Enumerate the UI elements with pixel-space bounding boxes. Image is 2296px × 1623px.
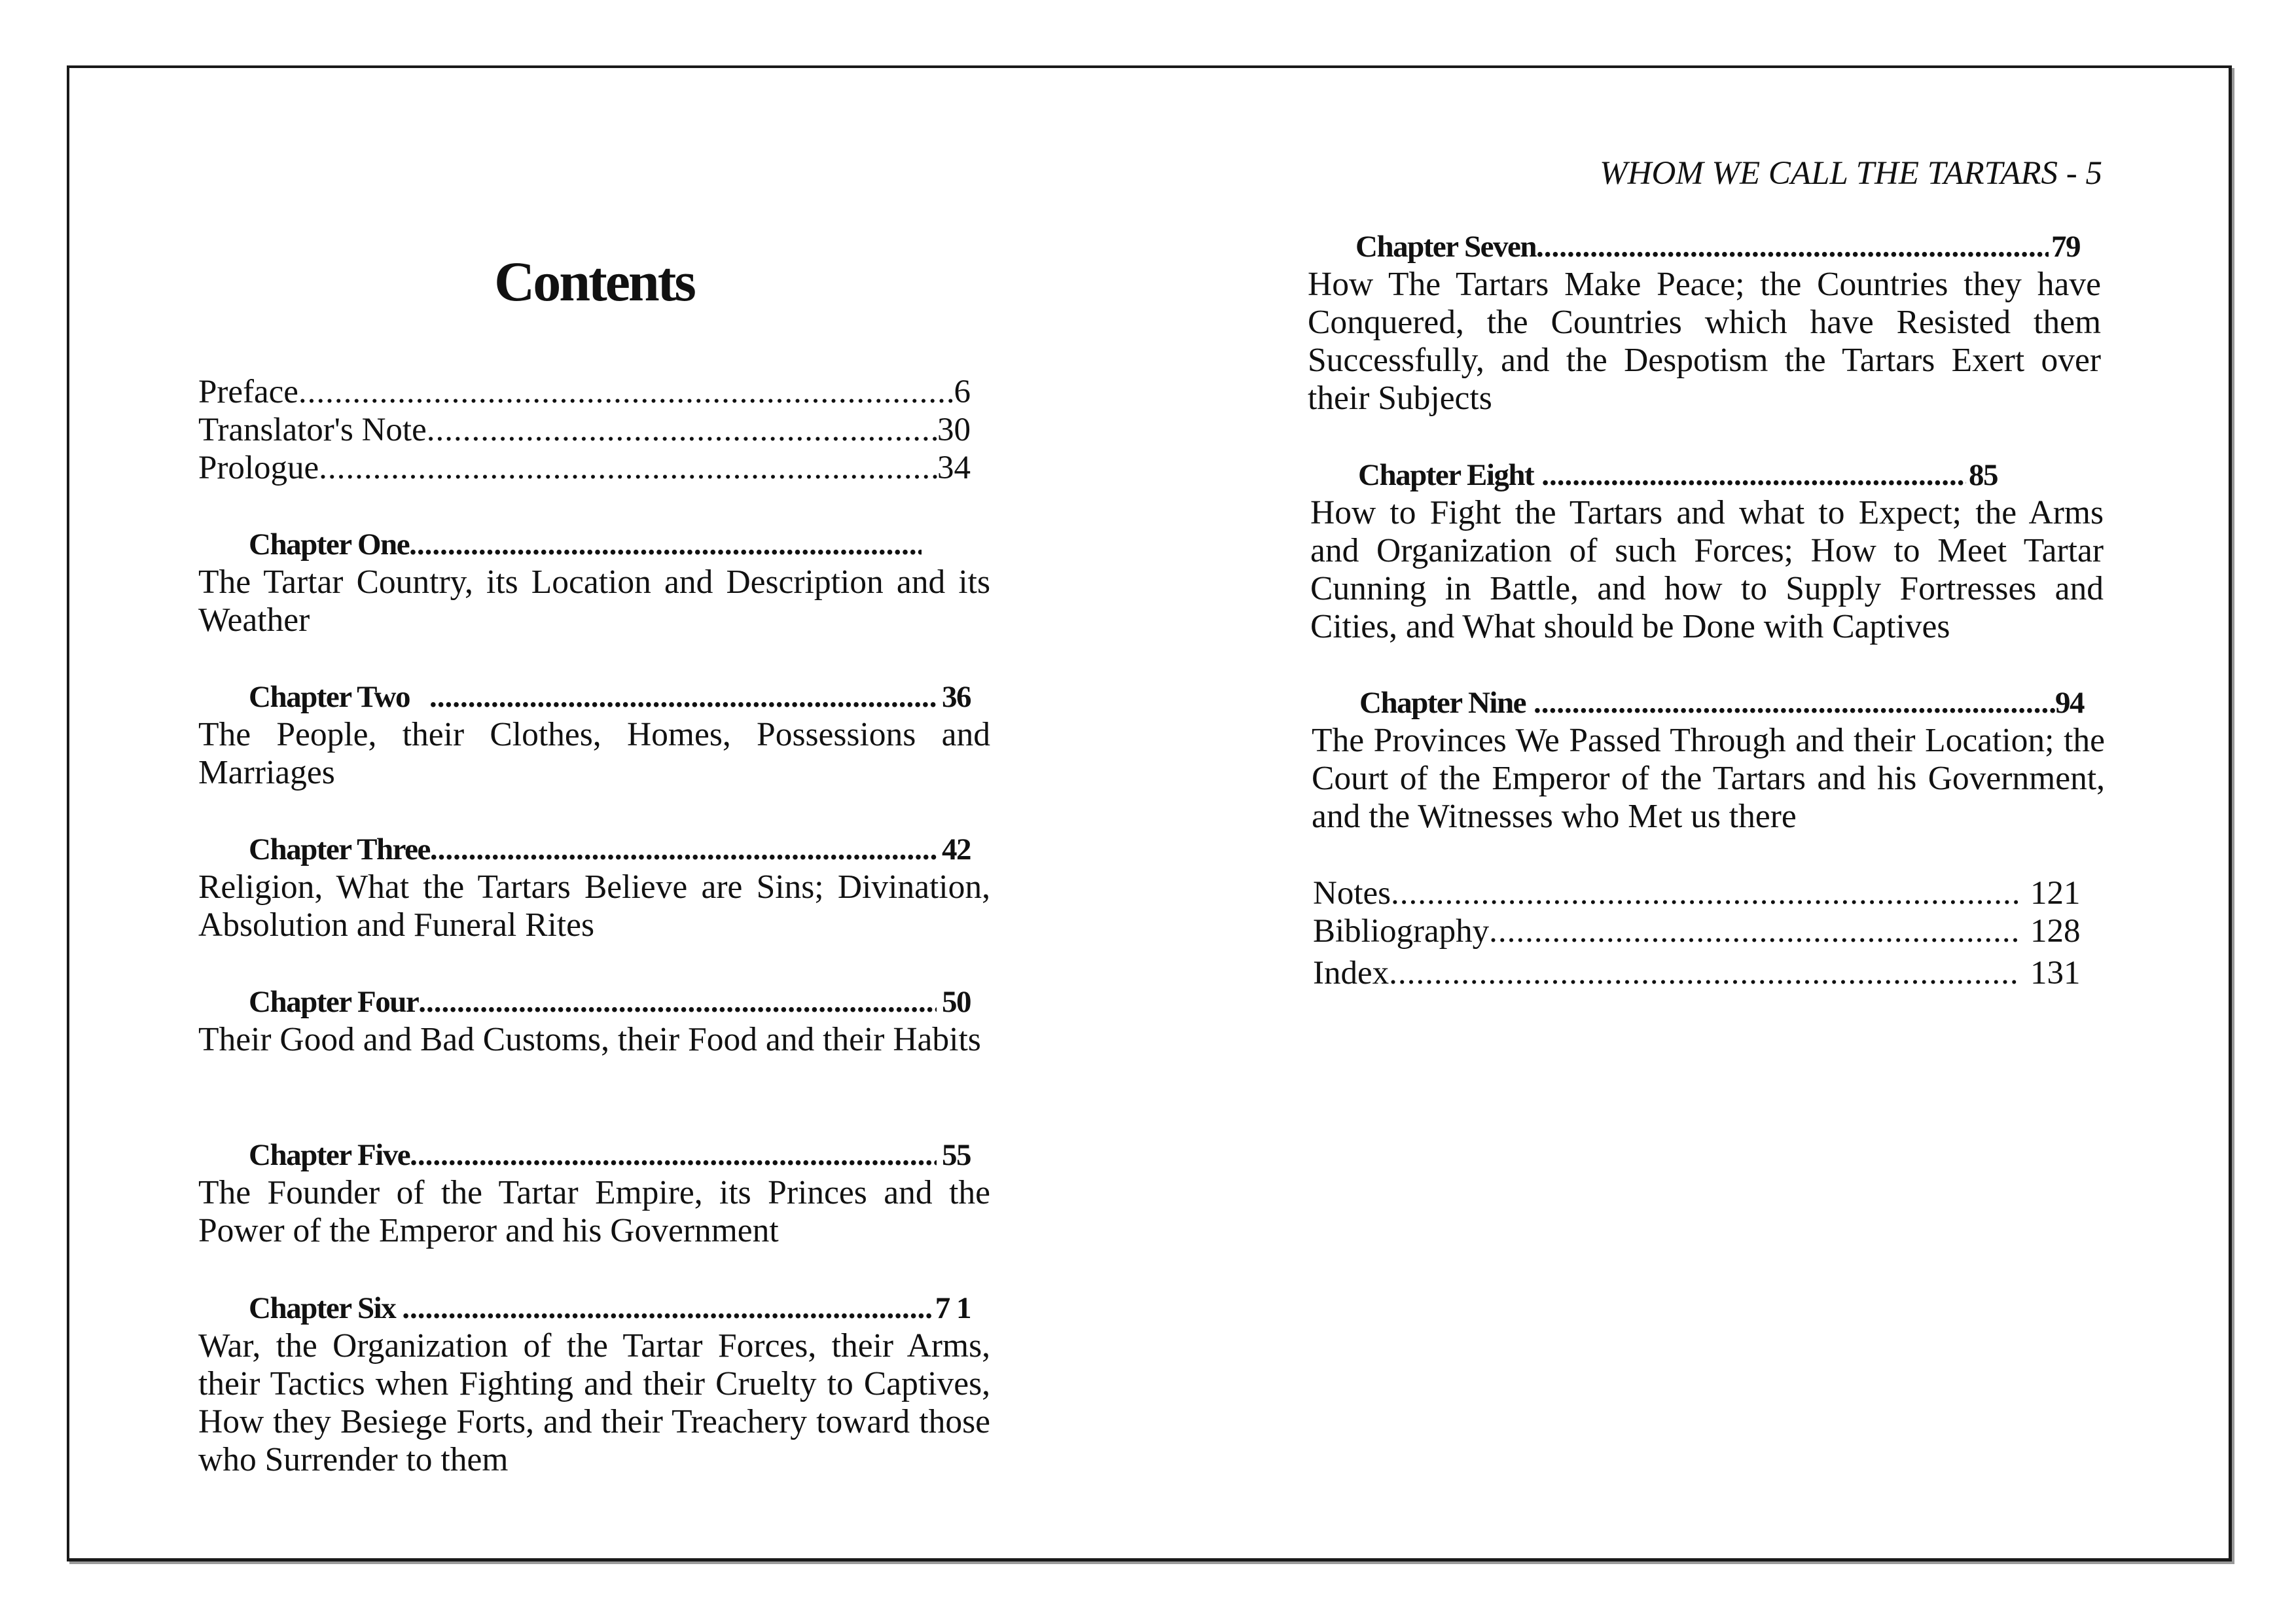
chapter-label: Chapter Seven: [1355, 230, 1536, 264]
chapter-eight-heading[interactable]: [1310, 456, 1998, 494]
dot-leader: [1489, 912, 2018, 950]
entry-page: 6: [954, 374, 971, 410]
chapter-nine-description: The Provinces We Passed Through and their Location; the Court of the Emperor of the Tartars and his Government, and the Witnesses who Met us there: [1312, 722, 2105, 835]
dot-leader: [1391, 874, 2018, 912]
entry-page: 30: [937, 412, 971, 448]
dot-leader: [418, 983, 937, 1021]
chapter-nine-heading[interactable]: [1312, 684, 2084, 722]
dot-leader: [427, 411, 937, 449]
chapter-one-entry: [198, 526, 990, 639]
chapter-page: 85: [1969, 458, 1998, 492]
running-head: WHOM WE CALL THE TARTARS - 5: [1600, 155, 2102, 192]
dot-leader: [1389, 954, 2018, 992]
dot-leader: [429, 678, 937, 716]
chapter-label: Chapter Two: [249, 680, 410, 714]
dot-leader: [298, 373, 954, 411]
chapter-four-entry: [198, 983, 990, 1059]
chapter-three-entry: [198, 830, 990, 944]
chapter-page: 94: [2055, 686, 2084, 720]
chapter-seven-entry: [1308, 228, 2101, 418]
chapter-label: Chapter Three: [249, 832, 430, 866]
dot-leader: [1536, 228, 2049, 266]
chapter-five-heading[interactable]: [198, 1136, 971, 1174]
left-page: [198, 0, 990, 1623]
chapter-nine-entry: [1312, 684, 2105, 836]
chapter-page: 50: [942, 985, 971, 1019]
toc-entry-prologue[interactable]: [198, 449, 971, 487]
dot-leader: [430, 830, 937, 868]
chapter-five-description: The Founder of the Tartar Empire, its Princes and the Power of the Emperor and his Government: [198, 1174, 990, 1249]
dot-leader: [402, 1289, 933, 1327]
back-matter-list: [1313, 874, 2098, 992]
dot-leader: [319, 449, 937, 487]
entry-label: Translator's Note: [198, 412, 427, 448]
chapter-label: Chapter Four: [249, 985, 419, 1019]
chapter-two-entry: [198, 678, 990, 792]
chapter-eight-entry: [1310, 456, 2104, 646]
chapter-three-description: Religion, What the Tartars Believe are Sins; Divination, Absolution and Funeral Rites: [198, 868, 990, 944]
chapter-label: Chapter One: [249, 527, 410, 562]
toc-entry-notes[interactable]: [1313, 874, 2098, 912]
toc-entry-preface[interactable]: [198, 373, 971, 411]
chapter-one-description: The Tartar Country, its Location and Description and its Weather: [198, 563, 990, 639]
chapter-four-heading[interactable]: [198, 983, 971, 1021]
chapter-four-description: Their Good and Bad Customs, their Food and their Habits: [198, 1021, 981, 1058]
chapter-six-entry: [198, 1289, 990, 1479]
entry-page: 128: [2030, 913, 2081, 950]
chapter-three-heading[interactable]: [198, 830, 971, 868]
chapter-label: Chapter Six: [249, 1291, 396, 1325]
toc-entry-bibliography[interactable]: [1313, 912, 2098, 954]
chapter-label: Chapter Nine: [1359, 686, 1526, 720]
chapter-label: Chapter Eight: [1358, 458, 1534, 492]
chapter-six-heading[interactable]: [198, 1289, 971, 1327]
chapter-seven-description: How The Tartars Make Peace; the Countries they have Conquered, the Countries which have Resisted them Successfully, and the Despotism the Tartars Exert over their Subjects: [1308, 266, 2101, 417]
chapter-two-heading[interactable]: [198, 678, 971, 716]
chapter-six-description: War, the Organization of the Tartar Forces, their Arms, their Tactics when Fighting and their Cruelty to Captives, How they Besiege Forts, and their Treachery toward those who Surrender to them: [198, 1327, 990, 1478]
entry-page: 131: [2030, 955, 2081, 991]
chapter-seven-heading[interactable]: [1308, 228, 2080, 266]
entry-label: Preface: [198, 374, 298, 410]
entry-page: 34: [937, 450, 971, 486]
toc-entry-index[interactable]: [1313, 954, 2098, 992]
dot-leader: [1541, 456, 1966, 494]
chapter-page: 42: [942, 832, 971, 866]
entry-label: Bibliography: [1313, 913, 1490, 950]
dot-leader: [410, 1136, 937, 1174]
chapter-label: Chapter Five: [249, 1138, 410, 1172]
chapter-two-description: The People, their Clothes, Homes, Possessions and Marriages: [198, 716, 990, 791]
entry-label: Index: [1313, 955, 1390, 991]
chapter-five-entry: [198, 1136, 990, 1250]
entry-page: 121: [2030, 875, 2081, 912]
toc-entry-translators-note[interactable]: [198, 411, 971, 449]
chapter-page: 36: [942, 680, 971, 714]
entry-label: Notes: [1313, 875, 1391, 912]
chapter-eight-description: How to Fight the Tartars and what to Expect; the Arms and Organization of such Forces; How to Meet Tartar Cunning in Battle, and how to Supply Fortresses and Cities, and What should be Done with Captives: [1310, 494, 2104, 645]
contents-title: Contents: [494, 250, 694, 313]
dot-leader: [409, 526, 922, 563]
entry-label: Prologue: [198, 450, 319, 486]
chapter-one-heading[interactable]: [198, 526, 922, 563]
chapter-page: 7 1: [935, 1291, 971, 1325]
dot-leader: [1534, 684, 2055, 722]
chapter-page: 79: [2051, 230, 2080, 264]
right-page: [1308, 0, 2105, 1623]
front-matter-list: [198, 373, 971, 487]
chapter-page: 55: [942, 1138, 971, 1172]
